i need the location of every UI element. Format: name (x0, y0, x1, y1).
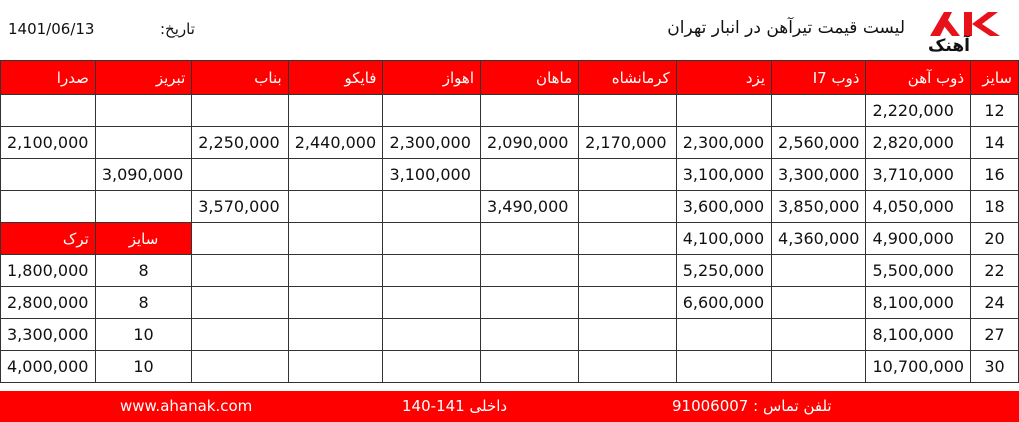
price-cell (192, 351, 288, 383)
price-cell: 2,300,000 (383, 127, 481, 159)
price-cell (192, 287, 288, 319)
turk-price-cell: 1,800,000 (1, 255, 96, 287)
price-cell (383, 223, 481, 255)
date-label: تاریخ: (160, 20, 195, 38)
col-header: ماهان (481, 61, 579, 95)
price-cell (1, 95, 96, 127)
price-cell (772, 351, 866, 383)
price-cell (192, 95, 288, 127)
price-cell (383, 95, 481, 127)
footer-bar (0, 391, 1019, 422)
extension-number: داخلی 141-140 (402, 397, 508, 415)
price-table (0, 60, 1019, 383)
turk-price-cell: 4,000,000 (1, 351, 96, 383)
price-cell: 3,850,000 (772, 191, 866, 223)
price-cell: 2,170,000 (579, 127, 677, 159)
price-cell: 10,700,000 (866, 351, 971, 383)
phone-number: تلفن تماس : 91006007 (672, 397, 832, 415)
price-cell: 4,900,000 (866, 223, 971, 255)
price-cell (579, 351, 677, 383)
table-row (1, 159, 1019, 191)
price-cell: 8,100,000 (866, 319, 971, 351)
price-cell: 3,300,000 (772, 159, 866, 191)
price-cell (192, 319, 288, 351)
header (0, 0, 1019, 60)
price-cell (481, 287, 579, 319)
col-header: کرمانشاه (579, 61, 677, 95)
price-cell: 2,560,000 (772, 127, 866, 159)
ahanak-logo (918, 6, 1018, 58)
price-cell (481, 319, 579, 351)
date-value: 1401/06/13 (8, 20, 95, 38)
price-cell: 3,490,000 (481, 191, 579, 223)
col-header: ذوب آهن (866, 61, 971, 95)
price-cell (772, 95, 866, 127)
price-cell (481, 95, 579, 127)
price-cell (772, 287, 866, 319)
price-cell: 4,100,000 (676, 223, 771, 255)
page-title: لیست قیمت تیرآهن در انبار تهران (667, 18, 905, 38)
price-cell: 2,090,000 (481, 127, 579, 159)
logo-mark-icon (926, 10, 1010, 38)
turk-price-cell: 2,800,000 (1, 287, 96, 319)
price-cell: 2,820,000 (866, 127, 971, 159)
price-cell (1, 159, 96, 191)
price-cell: 2,250,000 (192, 127, 288, 159)
col-header: ذوب I7 (772, 61, 866, 95)
table-row (1, 351, 1019, 383)
price-cell (192, 255, 288, 287)
turk-size-cell: 10 (95, 319, 191, 351)
price-cell (579, 159, 677, 191)
price-cell (772, 319, 866, 351)
table-row (1, 319, 1019, 351)
price-cell (579, 255, 677, 287)
col-header: بناب (192, 61, 288, 95)
price-cell: 6,600,000 (676, 287, 771, 319)
table-row (1, 95, 1019, 127)
table-row (1, 255, 1019, 287)
price-cell: 8,100,000 (866, 287, 971, 319)
price-cell: 2,300,000 (676, 127, 771, 159)
turk-size-cell: 8 (95, 287, 191, 319)
price-cell: 3,100,000 (676, 159, 771, 191)
col-header: صدرا (1, 61, 96, 95)
size-cell: 20 (971, 223, 1019, 255)
price-cell (288, 287, 383, 319)
col-header: سایز (971, 61, 1019, 95)
price-cell (192, 223, 288, 255)
price-cell (676, 319, 771, 351)
table-row (1, 127, 1019, 159)
price-cell: 3,090,000 (95, 159, 191, 191)
price-cell (288, 319, 383, 351)
turk-size-cell: 8 (95, 255, 191, 287)
price-cell: 5,250,000 (676, 255, 771, 287)
col-header: اهواز (383, 61, 481, 95)
price-cell (1, 191, 96, 223)
price-cell (481, 159, 579, 191)
price-cell (95, 127, 191, 159)
price-cell (383, 191, 481, 223)
price-cell: 4,050,000 (866, 191, 971, 223)
price-cell: 3,600,000 (676, 191, 771, 223)
price-cell (95, 95, 191, 127)
turk-price-header: ترک (1, 223, 96, 255)
price-cell (288, 159, 383, 191)
size-cell: 12 (971, 95, 1019, 127)
col-header: تبریز (95, 61, 191, 95)
size-cell: 30 (971, 351, 1019, 383)
price-cell (481, 351, 579, 383)
turk-size-cell: 10 (95, 351, 191, 383)
price-cell: 3,570,000 (192, 191, 288, 223)
size-cell: 18 (971, 191, 1019, 223)
price-cell: 2,220,000 (866, 95, 971, 127)
size-cell: 22 (971, 255, 1019, 287)
price-cell (579, 223, 677, 255)
turk-price-cell: 3,300,000 (1, 319, 96, 351)
price-cell (383, 287, 481, 319)
price-cell (579, 287, 677, 319)
size-cell: 16 (971, 159, 1019, 191)
price-cell (288, 351, 383, 383)
website-link[interactable]: www.ahanak.com (120, 397, 253, 415)
price-cell (288, 223, 383, 255)
price-cell: 4,360,000 (772, 223, 866, 255)
price-cell: 3,100,000 (383, 159, 481, 191)
price-cell (383, 255, 481, 287)
price-cell (579, 95, 677, 127)
size-cell: 27 (971, 319, 1019, 351)
col-header: فایکو (288, 61, 383, 95)
table-row (1, 191, 1019, 223)
logo-text: آهنک (928, 36, 970, 56)
col-header: یزد (676, 61, 771, 95)
price-cell: 2,440,000 (288, 127, 383, 159)
turk-size-header: سایز (95, 223, 191, 255)
price-cell (192, 159, 288, 191)
price-cell (95, 191, 191, 223)
price-cell (288, 191, 383, 223)
price-cell (288, 95, 383, 127)
price-cell (579, 191, 677, 223)
price-cell: 2,100,000 (1, 127, 96, 159)
table-row (1, 287, 1019, 319)
table-row (1, 223, 1019, 255)
size-cell: 14 (971, 127, 1019, 159)
price-cell: 5,500,000 (866, 255, 971, 287)
price-cell (676, 95, 771, 127)
price-cell (481, 255, 579, 287)
price-cell (579, 319, 677, 351)
size-cell: 24 (971, 287, 1019, 319)
price-cell (288, 255, 383, 287)
price-cell (676, 351, 771, 383)
table-header-row (1, 61, 1019, 95)
price-cell (772, 255, 866, 287)
price-cell (383, 319, 481, 351)
price-cell (383, 351, 481, 383)
price-cell: 3,710,000 (866, 159, 971, 191)
price-cell (481, 223, 579, 255)
